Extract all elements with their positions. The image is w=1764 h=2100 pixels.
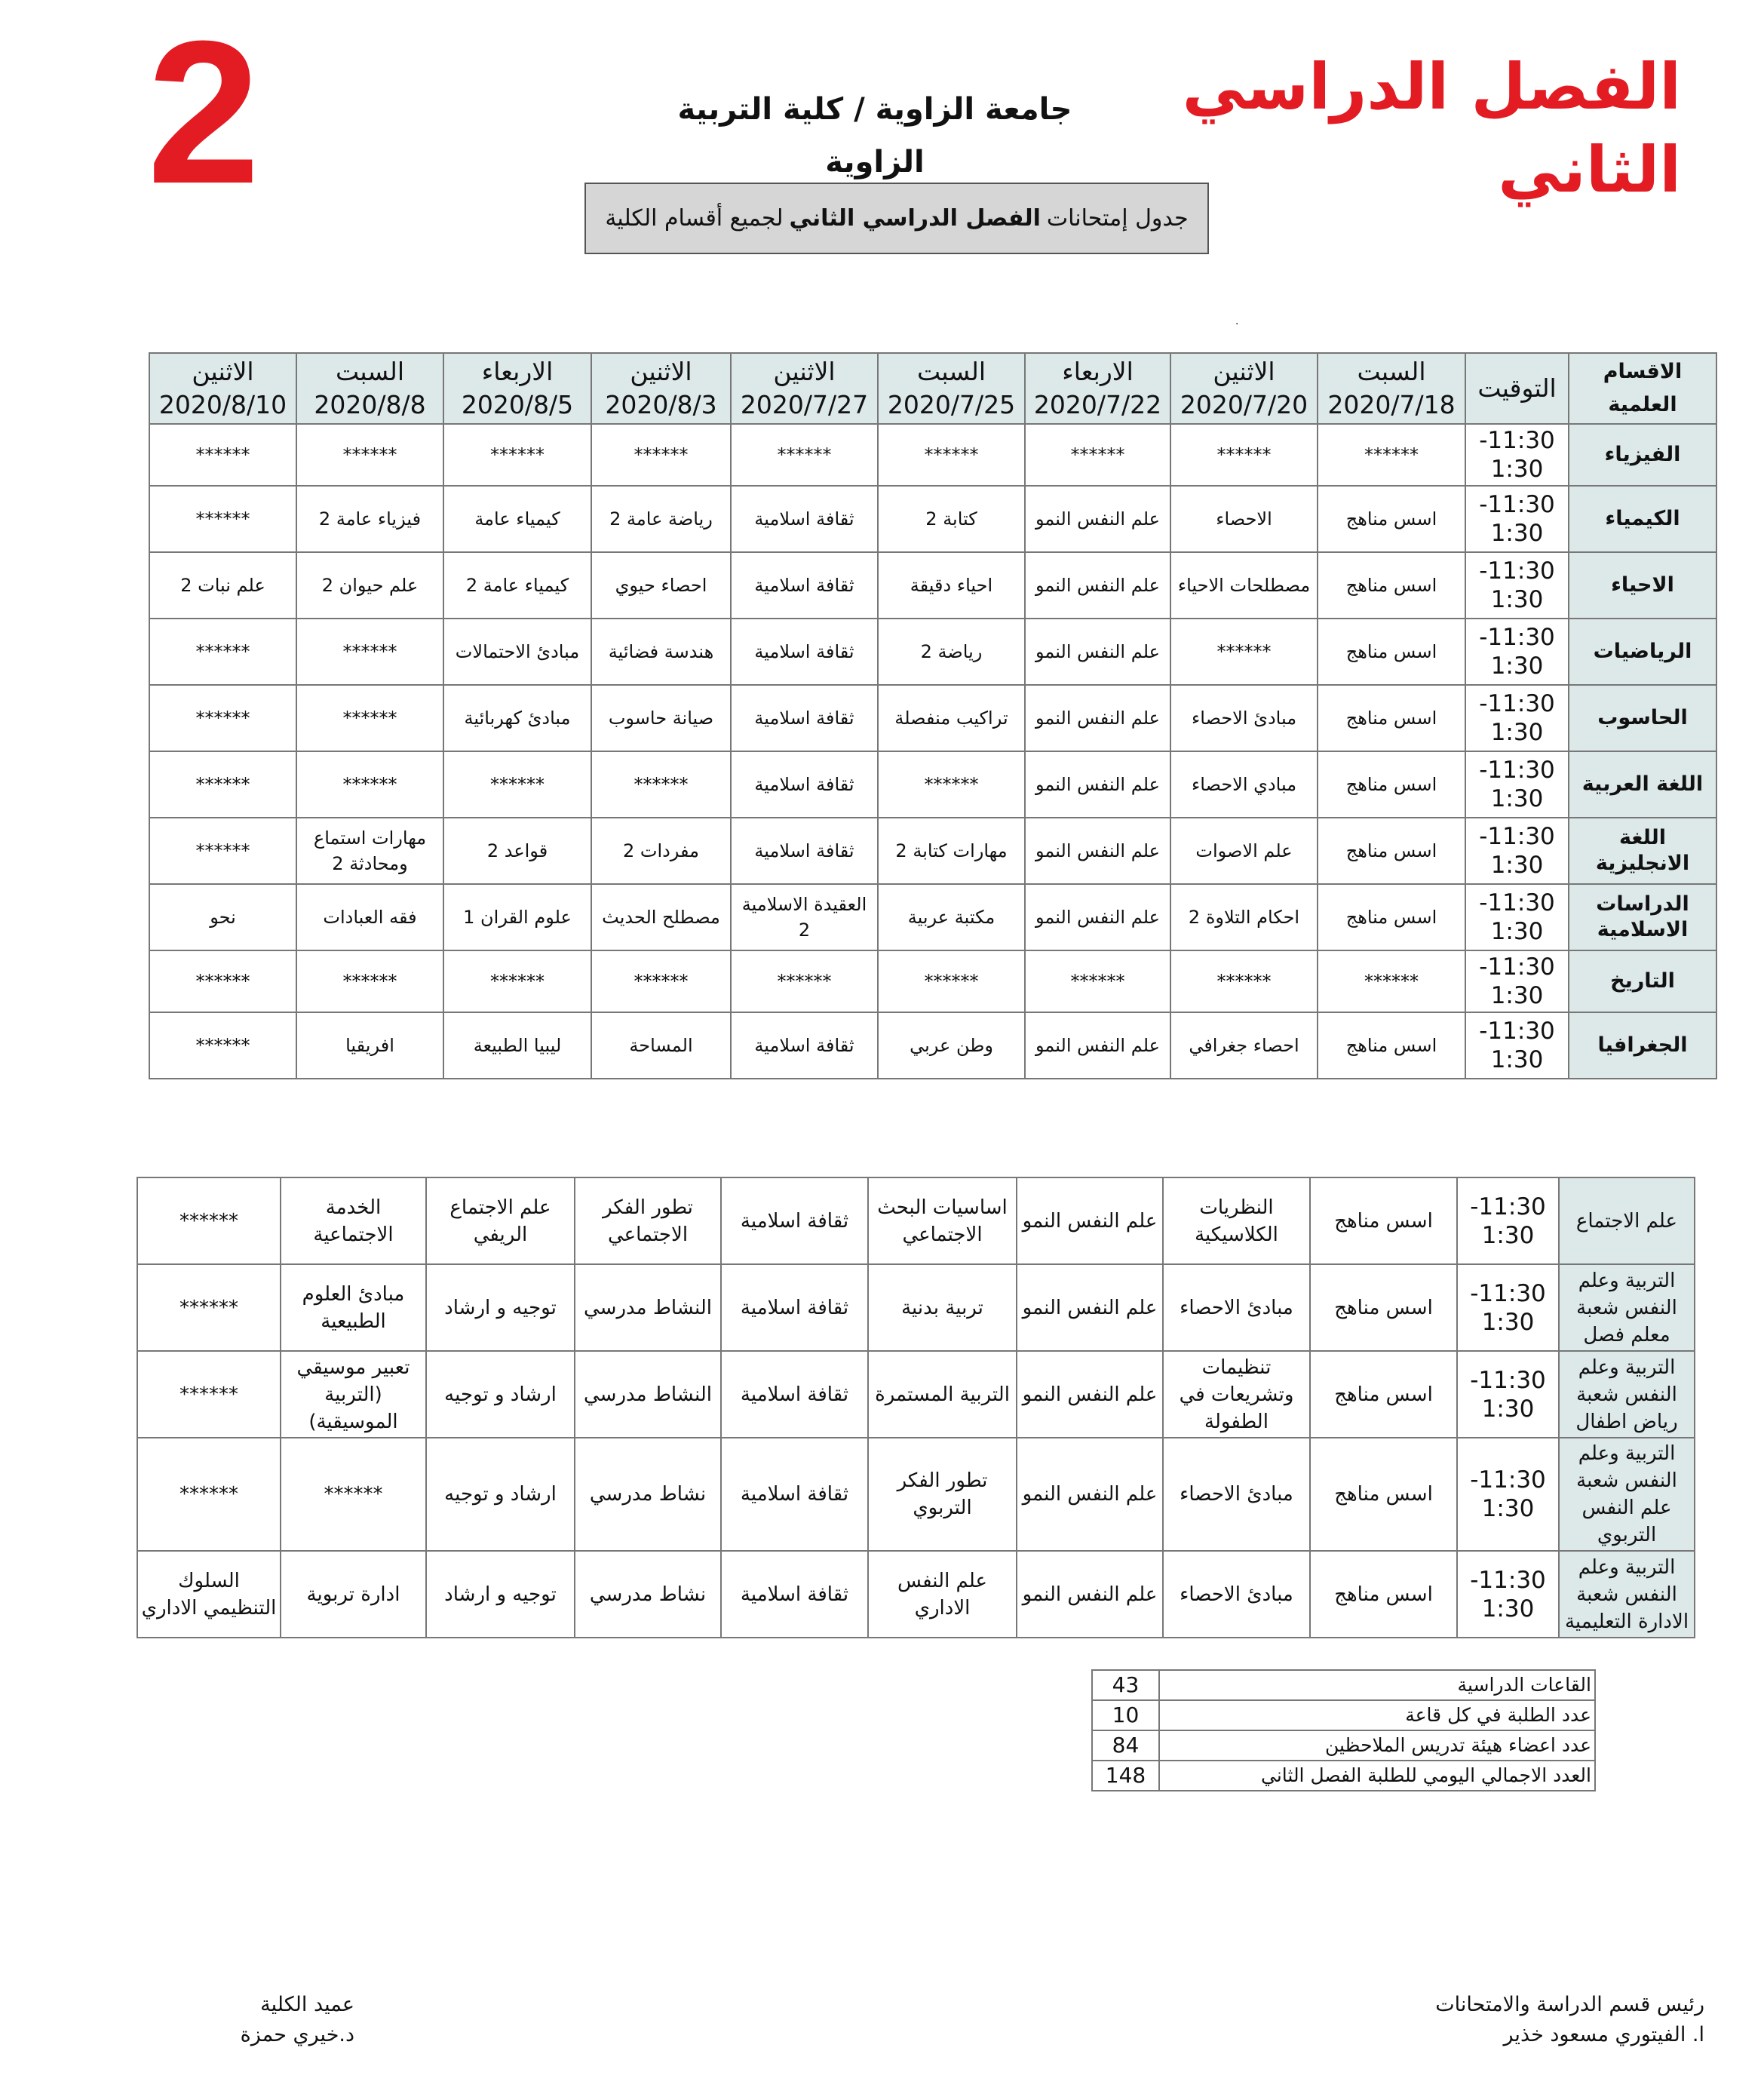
department-name: اللغة العربية (1569, 751, 1716, 818)
exam-subject-cell: السلوك التنظيمي الاداري (137, 1551, 281, 1638)
table-row (137, 1264, 1695, 1351)
exam-subject-cell: ****** (443, 751, 591, 818)
exam-subject-cell: مبادئ الاحصاء (1170, 685, 1318, 751)
day-header (878, 353, 1025, 424)
time-end: 1:30 (1490, 785, 1544, 812)
exam-subject-cell: احكام التلاوة 2 (1170, 884, 1318, 950)
day-date: 2020/8/8 (314, 390, 426, 419)
exam-subject-cell: علم حيوان 2 (296, 552, 443, 619)
exam-subject-cell: ****** (296, 619, 443, 685)
time-start: 11:30- (1470, 1466, 1546, 1494)
table-row (149, 424, 1716, 486)
day-date: 2020/7/22 (1033, 390, 1162, 419)
education-departments-table (137, 1177, 1695, 1638)
exam-subject-cell: ****** (149, 751, 296, 818)
exam-subject-cell: اسس مناهج (1310, 1438, 1457, 1551)
stats-row (1092, 1730, 1595, 1761)
exam-subject-cell: تربية بدنية (868, 1264, 1017, 1351)
exam-subject-cell: علم النفس النمو (1017, 1551, 1163, 1638)
exam-subject-cell: مفردات 2 (591, 818, 731, 884)
exam-subject-cell: علم الاصوات (1170, 818, 1318, 884)
exam-subject-cell: مبادي الاحصاء (1170, 751, 1318, 818)
exam-time (1457, 1177, 1559, 1264)
exam-subject-cell: كيمياء عامة 2 (443, 552, 591, 619)
exam-subject-cell: ثقافة اسلامية (721, 1438, 868, 1551)
day-date: 2020/7/25 (887, 390, 1016, 419)
exam-subject-cell: علم النفس النمو (1025, 1012, 1170, 1079)
exam-time (1465, 552, 1569, 619)
day-date: 2020/7/27 (740, 390, 869, 419)
table-row (137, 1551, 1695, 1638)
exam-subject-cell: مبادئ الاحصاء (1163, 1551, 1310, 1638)
exam-subject-cell: ثقافة اسلامية (721, 1264, 868, 1351)
dean-name: د.خيري حمزة (240, 2023, 354, 2046)
exam-subject-cell: المساحة (591, 1012, 731, 1079)
time-end: 1:30 (1490, 982, 1544, 1009)
exam-statistics-table (1091, 1669, 1596, 1791)
exam-subject-cell: مبادئ كهربائية (443, 685, 591, 751)
stat-value: 43 (1092, 1670, 1159, 1700)
exam-subject-cell: علم النفس الاداري (868, 1551, 1017, 1638)
stray-dot: . (1235, 315, 1239, 327)
day-date: 2020/8/5 (461, 390, 574, 419)
time-end: 1:30 (1490, 520, 1544, 547)
table-row (149, 884, 1716, 950)
exam-subject-cell: علم النفس النمو (1017, 1264, 1163, 1351)
exam-time (1465, 424, 1569, 486)
exam-subject-cell: علم النفس النمو (1025, 884, 1170, 950)
exam-subject-cell: ****** (878, 950, 1025, 1012)
table-row (149, 818, 1716, 884)
table-row (137, 1351, 1695, 1438)
exam-subject-cell: ****** (1025, 424, 1170, 486)
exam-subject-cell: نشاط مدرسي (575, 1551, 721, 1638)
exam-subject-cell: ****** (296, 950, 443, 1012)
day-name: السبت (335, 357, 405, 386)
day-date: 2020/8/3 (605, 390, 717, 419)
exam-subject-cell: ****** (137, 1264, 281, 1351)
table-row (149, 751, 1716, 818)
exam-subject-cell: اسس مناهج (1318, 751, 1465, 818)
table-row (149, 552, 1716, 619)
exam-time (1465, 619, 1569, 685)
stat-label: القاعات الدراسية (1159, 1670, 1595, 1700)
day-header (591, 353, 731, 424)
exams-head-title: رئيس قسم الدراسة والامتحانات (1435, 1993, 1704, 2016)
exam-subject-cell: علم النفس النمو (1025, 818, 1170, 884)
time-column-header: التوقيت (1465, 353, 1569, 424)
day-name: الاثنين (1213, 357, 1275, 386)
time-start: 11:30- (1479, 823, 1555, 850)
exam-subject-cell: مصطلح الحديث (591, 884, 731, 950)
exam-subject-cell: احياء دقيقة (878, 552, 1025, 619)
time-start: 11:30- (1479, 427, 1555, 454)
exam-subject-cell: مكتبة عربية (878, 884, 1025, 950)
exam-subject-cell: احصاء جغرافي (1170, 1012, 1318, 1079)
exam-subject-cell: اسس مناهج (1318, 486, 1465, 552)
exam-subject-cell: تنظيمات وتشريعات في الطفولة (1163, 1351, 1310, 1438)
exam-subject-cell: ****** (149, 818, 296, 884)
subtitle-bold: الفصل الدراسي الثاني (789, 205, 1041, 232)
exam-subject-cell: ****** (1170, 950, 1318, 1012)
table1-header-row (149, 353, 1716, 424)
table-row (149, 1012, 1716, 1079)
exam-subject-cell: ****** (281, 1438, 426, 1551)
exam-subject-cell: توجيه و ارشاد (426, 1551, 575, 1638)
department-name: الجغرافيا (1569, 1012, 1716, 1079)
time-start: 11:30- (1479, 889, 1555, 916)
exam-subject-cell: ****** (731, 950, 878, 1012)
exam-subject-cell: ****** (149, 424, 296, 486)
time-end: 1:30 (1490, 852, 1544, 879)
exam-subject-cell: اسس مناهج (1318, 818, 1465, 884)
time-end: 1:30 (1481, 1495, 1535, 1522)
semester-title: الفصل الدراسي الثاني (1182, 50, 1681, 207)
exam-subject-cell: ****** (443, 950, 591, 1012)
science-departments-table (149, 352, 1717, 1079)
department-name: التربية وعلم النفس شعبة علم النفس التربوي (1559, 1438, 1695, 1551)
exam-subject-cell: علم النفس النمو (1025, 486, 1170, 552)
time-start: 11:30- (1479, 557, 1555, 585)
table-row (149, 486, 1716, 552)
time-start: 11:30- (1479, 953, 1555, 981)
exam-subject-cell: علم النفس النمو (1017, 1177, 1163, 1264)
time-end: 1:30 (1490, 719, 1544, 746)
exam-subject-cell: ****** (296, 685, 443, 751)
day-name: الاربعاء (481, 357, 554, 386)
department-name: الحاسوب (1569, 685, 1716, 751)
exam-time (1457, 1438, 1559, 1551)
exam-subject-cell: الاحصاء (1170, 486, 1318, 552)
exam-subject-cell: تعبير موسيقي (التربية الموسيقية) (281, 1351, 426, 1438)
exam-subject-cell: النشاط مدرسي (575, 1264, 721, 1351)
exams-head-signature (1327, 1990, 1704, 2050)
exam-subject-cell: ارشاد و توجيه (426, 1351, 575, 1438)
day-date: 2020/8/10 (158, 390, 287, 419)
time-start: 11:30- (1479, 624, 1555, 651)
day-name: الاثنين (192, 357, 254, 386)
time-end: 1:30 (1490, 918, 1544, 945)
exam-subject-cell: صيانة حاسوب (591, 685, 731, 751)
department-name: التاريخ (1569, 950, 1716, 1012)
exam-subject-cell: احصاء حيوي (591, 552, 731, 619)
table-row (149, 685, 1716, 751)
exam-subject-cell: علم الاجتماع الريفي (426, 1177, 575, 1264)
exam-subject-cell: ثقافة اسلامية (731, 1012, 878, 1079)
exam-subject-cell: اسس مناهج (1318, 619, 1465, 685)
exam-subject-cell: اسس مناهج (1318, 884, 1465, 950)
exam-subject-cell: ****** (296, 424, 443, 486)
exam-subject-cell: مصطلحات الاحياء (1170, 552, 1318, 619)
exam-subject-cell: ****** (1318, 950, 1465, 1012)
exam-subject-cell: مبادئ الاحصاء (1163, 1264, 1310, 1351)
time-end: 1:30 (1490, 586, 1544, 613)
exam-subject-cell: ثقافة اسلامية (721, 1551, 868, 1638)
exam-subject-cell: تطور الفكر التربوي (868, 1438, 1017, 1551)
exam-subject-cell: ****** (137, 1177, 281, 1264)
exam-subject-cell: ****** (149, 486, 296, 552)
exam-subject-cell: اساسيات البحث الاجتماعي (868, 1177, 1017, 1264)
exam-subject-cell: ثقافة اسلامية (731, 818, 878, 884)
exam-subject-cell: رياضة عامة 2 (591, 486, 731, 552)
dept-column-header: الاقسام العلمية (1569, 353, 1716, 424)
department-name: الاحياء (1569, 552, 1716, 619)
stat-value: 10 (1092, 1700, 1159, 1730)
day-header (731, 353, 878, 424)
exam-subject-cell: علم النفس النمو (1017, 1438, 1163, 1551)
exam-subject-cell: كيمياء عامة (443, 486, 591, 552)
day-name: السبت (1357, 357, 1426, 386)
exam-subject-cell: التربية المستمرة (868, 1351, 1017, 1438)
exam-time (1457, 1351, 1559, 1438)
department-name: التربية وعلم النفس شعبة رياض اطفال (1559, 1351, 1695, 1438)
exam-subject-cell: افريقيا (296, 1012, 443, 1079)
day-name: الاثنين (773, 357, 836, 386)
exam-subject-cell: اسس مناهج (1310, 1264, 1457, 1351)
stat-label: العدد الاجمالي اليومي للطلبة الفصل الثاني (1159, 1761, 1595, 1791)
time-end: 1:30 (1490, 456, 1544, 483)
exam-time (1465, 685, 1569, 751)
department-name: الرياضيات (1569, 619, 1716, 685)
exam-subject-cell: ارشاد و توجيه (426, 1438, 575, 1551)
exam-subject-cell: رياضة 2 (878, 619, 1025, 685)
dean-title: عميد الكلية (260, 1993, 354, 2016)
exam-subject-cell: فيزياء عامة 2 (296, 486, 443, 552)
exam-subject-cell: مهارات كتابة 2 (878, 818, 1025, 884)
stat-value: 148 (1092, 1761, 1159, 1791)
day-header (1170, 353, 1318, 424)
exam-subject-cell: ****** (149, 1012, 296, 1079)
time-start: 11:30- (1470, 1366, 1546, 1394)
time-end: 1:30 (1481, 1395, 1535, 1423)
exam-subject-cell: علم النفس النمو (1017, 1351, 1163, 1438)
page-number: 2 (146, 0, 261, 226)
exam-subject-cell: ثقافة اسلامية (731, 751, 878, 818)
exam-subject-cell: علم النفس النمو (1025, 619, 1170, 685)
exam-subject-cell: اسس مناهج (1318, 685, 1465, 751)
exam-subject-cell: ****** (1170, 619, 1318, 685)
exam-subject-cell: اسس مناهج (1310, 1177, 1457, 1264)
department-name: التربية وعلم النفس شعبة الادارة التعليمية (1559, 1551, 1695, 1638)
exam-subject-cell: النظريات الكلاسيكية (1163, 1177, 1310, 1264)
time-start: 11:30- (1479, 1018, 1555, 1045)
stats-row (1092, 1700, 1595, 1730)
exam-subject-cell: ثقافة اسلامية (731, 486, 878, 552)
exam-subject-cell: اسس مناهج (1318, 1012, 1465, 1079)
dean-signature (226, 1990, 354, 2050)
exam-subject-cell: ثقافة اسلامية (721, 1351, 868, 1438)
exam-time (1465, 751, 1569, 818)
exam-subject-cell: ****** (591, 751, 731, 818)
time-end: 1:30 (1481, 1595, 1535, 1623)
day-name: الاربعاء (1062, 357, 1134, 386)
time-start: 11:30- (1479, 757, 1555, 784)
exam-subject-cell: ****** (149, 950, 296, 1012)
table-row (137, 1177, 1695, 1264)
exam-subject-cell: اسس مناهج (1310, 1551, 1457, 1638)
university-title: جامعة الزاوية / كلية التربية الزاوية (677, 92, 1072, 180)
day-header (1318, 353, 1465, 424)
schedule-subtitle (584, 183, 1209, 254)
exam-subject-cell: ****** (149, 685, 296, 751)
exam-subject-cell: علم النفس النمو (1025, 552, 1170, 619)
exams-head-name: ا. الفيتوري مسعود خذير (1503, 2023, 1704, 2046)
day-date: 2020/7/20 (1180, 390, 1308, 419)
stats-row (1092, 1670, 1595, 1700)
table-row (137, 1438, 1695, 1551)
time-start: 11:30- (1470, 1566, 1546, 1594)
exam-subject-cell: ****** (137, 1351, 281, 1438)
exam-subject-cell: ثقافة اسلامية (731, 685, 878, 751)
exam-subject-cell: اسس مناهج (1318, 552, 1465, 619)
exam-subject-cell: فقه العبادات (296, 884, 443, 950)
exam-subject-cell: تطور الفكر الاجتماعي (575, 1177, 721, 1264)
subtitle-post: لجميع أقسام الكلية (605, 205, 784, 232)
exam-time (1465, 486, 1569, 552)
exam-subject-cell: ****** (878, 751, 1025, 818)
exam-subject-cell: ثقافة اسلامية (721, 1177, 868, 1264)
exam-time (1457, 1551, 1559, 1638)
department-name: علم الاجتماع (1559, 1177, 1695, 1264)
exam-subject-cell: نحو (149, 884, 296, 950)
exam-subject-cell: مبادئ العلوم الطبيعية (281, 1264, 426, 1351)
stat-value: 84 (1092, 1730, 1159, 1761)
exam-subject-cell: ثقافة اسلامية (731, 619, 878, 685)
exam-subject-cell: مبادئ الاحتمالات (443, 619, 591, 685)
stat-label: عدد الطلبة في كل قاعة (1159, 1700, 1595, 1730)
exam-subject-cell: قواعد 2 (443, 818, 591, 884)
exam-subject-cell: ****** (137, 1438, 281, 1551)
department-name: الكيمياء (1569, 486, 1716, 552)
exam-subject-cell: اسس مناهج (1310, 1351, 1457, 1438)
day-header (1025, 353, 1170, 424)
exam-subject-cell: هندسة فضائية (591, 619, 731, 685)
exam-subject-cell: علم النفس النمو (1025, 685, 1170, 751)
exam-subject-cell: ****** (591, 950, 731, 1012)
exam-subject-cell: ****** (443, 424, 591, 486)
exam-time (1465, 1012, 1569, 1079)
exam-subject-cell: ****** (149, 619, 296, 685)
stats-row (1092, 1761, 1595, 1791)
exam-subject-cell: الخدمة الاجتماعية (281, 1177, 426, 1264)
time-end: 1:30 (1481, 1308, 1535, 1336)
exam-subject-cell: ****** (296, 751, 443, 818)
exam-subject-cell: ****** (731, 424, 878, 486)
exam-time (1465, 884, 1569, 950)
time-end: 1:30 (1490, 652, 1544, 680)
exam-subject-cell: علوم القران 1 (443, 884, 591, 950)
time-end: 1:30 (1490, 1046, 1544, 1073)
table-row (149, 950, 1716, 1012)
exam-subject-cell: ****** (1170, 424, 1318, 486)
department-name: الدراسات الاسلامية (1569, 884, 1716, 950)
exam-subject-cell: العقيدة الاسلامية 2 (731, 884, 878, 950)
day-header (149, 353, 296, 424)
exam-time (1465, 818, 1569, 884)
exam-time (1465, 950, 1569, 1012)
department-name: الفيزياء (1569, 424, 1716, 486)
subtitle-pre: جدول إمتحانات (1046, 205, 1189, 232)
day-name: الاثنين (630, 357, 692, 386)
exam-subject-cell: ****** (1025, 950, 1170, 1012)
exam-subject-cell: كتابة 2 (878, 486, 1025, 552)
exam-time (1457, 1264, 1559, 1351)
exam-subject-cell: توجيه و ارشاد (426, 1264, 575, 1351)
time-start: 11:30- (1470, 1279, 1546, 1307)
exam-subject-cell: نشاط مدرسي (575, 1438, 721, 1551)
day-header (443, 353, 591, 424)
exam-subject-cell: علم نبات 2 (149, 552, 296, 619)
exam-subject-cell: تراكيب منفصلة (878, 685, 1025, 751)
exam-subject-cell: مهارات استماع ومحادثة 2 (296, 818, 443, 884)
department-name: التربية وعلم النفس شعبة معلم فصل (1559, 1264, 1695, 1351)
table-row (149, 619, 1716, 685)
exam-subject-cell: ثقافة اسلامية (731, 552, 878, 619)
exam-subject-cell: علم النفس النمو (1025, 751, 1170, 818)
exam-subject-cell: وطن عربي (878, 1012, 1025, 1079)
day-name: السبت (916, 357, 986, 386)
exam-subject-cell: ليبيا الطبيعة (443, 1012, 591, 1079)
exam-subject-cell: ****** (1318, 424, 1465, 486)
exam-subject-cell: ****** (878, 424, 1025, 486)
exam-subject-cell: ****** (591, 424, 731, 486)
day-date: 2020/7/18 (1327, 390, 1456, 419)
stat-label: عدد اعضاء هيئة تدريس الملاحظين (1159, 1730, 1595, 1761)
time-start: 11:30- (1479, 690, 1555, 717)
exam-subject-cell: مبادئ الاحصاء (1163, 1438, 1310, 1551)
department-name: اللغة الانجليزية (1569, 818, 1716, 884)
exam-subject-cell: النشاط مدرسي (575, 1351, 721, 1438)
day-header (296, 353, 443, 424)
time-start: 11:30- (1470, 1193, 1546, 1220)
exam-subject-cell: ادارة تربوية (281, 1551, 426, 1638)
time-start: 11:30- (1479, 491, 1555, 518)
time-end: 1:30 (1481, 1221, 1535, 1249)
